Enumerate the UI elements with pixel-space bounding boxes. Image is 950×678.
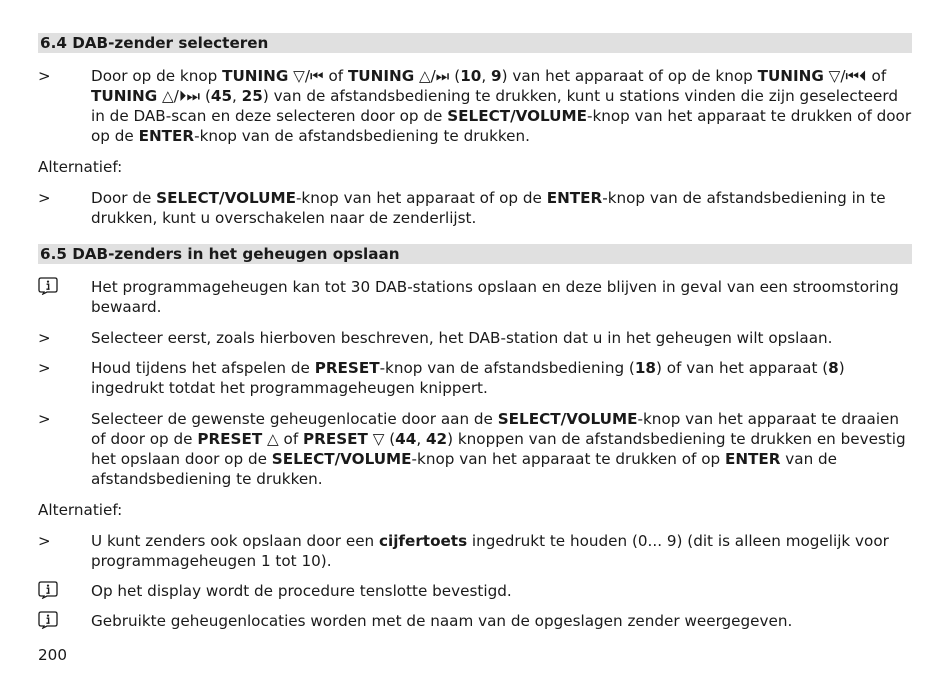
alternative-label: Alternatief:: [38, 501, 123, 519]
section-heading-6-5: 6.5 DAB-zenders in het geheugen opslaan: [38, 244, 912, 264]
bullet-marker: >: [38, 410, 51, 428]
bullet-marker: >: [38, 359, 51, 377]
section-heading-6-4: 6.4 DAB-zender selecteren: [38, 33, 912, 53]
instruction-text: Selecteer de gewenste geheugenlocatie door aan de SELECT/VOLUME-knop van het apparaat te draaien of door op de PRESET △ of PRESET ▽ (44, 42) knoppen van de afstandsbediening te drukken en bevestig het opslaan door op de SELECT/VOLUME-knop van het apparaat te drukken of op ENTER van de afstandsbediening te drukken.: [91, 410, 906, 488]
bullet-marker: >: [38, 67, 51, 85]
instruction-text: Houd tijdens het afspelen de PRESET-knop van de afstandsbediening (18) of van het apparaat (8) ingedrukt totdat het programmageheugen knippert.: [91, 359, 845, 397]
bullet-marker: >: [38, 329, 51, 347]
bullet-marker: >: [38, 189, 51, 207]
instruction-text: Door op de knop TUNING ▽/⏮ of TUNING △/⏭ (10, 9) van het apparaat of op de knop TUNING ▽/⏮⏴ of TUNING △/⏵⏭ (45, 25) van de afstandsbediening te drukken, kunt u stations vinden die zijn geselecteerd in de DAB-scan en deze selecteren door op de SELECT/VOLUME-knop van het apparaat te drukken of door op de ENTER-knop van de afstandsbediening te drukken.: [91, 67, 912, 145]
instruction-text: Selecteer eerst, zoals hierboven beschreven, het DAB-station dat u in het geheugen wilt opslaan.: [91, 329, 833, 347]
info-note-text: Gebruikte geheugenlocaties worden met de naam van de opgeslagen zender weergegeven.: [91, 612, 793, 630]
info-note-text: Het programmageheugen kan tot 30 DAB-stations opslaan en deze blijven in geval van een stroomstoring bewaard.: [91, 278, 899, 316]
bullet-marker: >: [38, 532, 51, 550]
info-note-icon: [38, 611, 58, 629]
info-note-icon: [38, 581, 58, 599]
info-note-icon: [38, 277, 58, 295]
info-note-text: Op het display wordt de procedure tenslotte bevestigd.: [91, 582, 512, 600]
alternative-label: Alternatief:: [38, 158, 123, 176]
instruction-text: U kunt zenders ook opslaan door een cijfertoets ingedrukt te houden (0... 9) (dit is alleen mogelijk voor programmageheugen 1 tot 10).: [91, 532, 889, 570]
page-number: 200: [38, 646, 67, 664]
instruction-text: Door de SELECT/VOLUME-knop van het apparaat of op de ENTER-knop van de afstandsbediening in te drukken, kunt u overschakelen naar de zenderlijst.: [91, 189, 886, 227]
